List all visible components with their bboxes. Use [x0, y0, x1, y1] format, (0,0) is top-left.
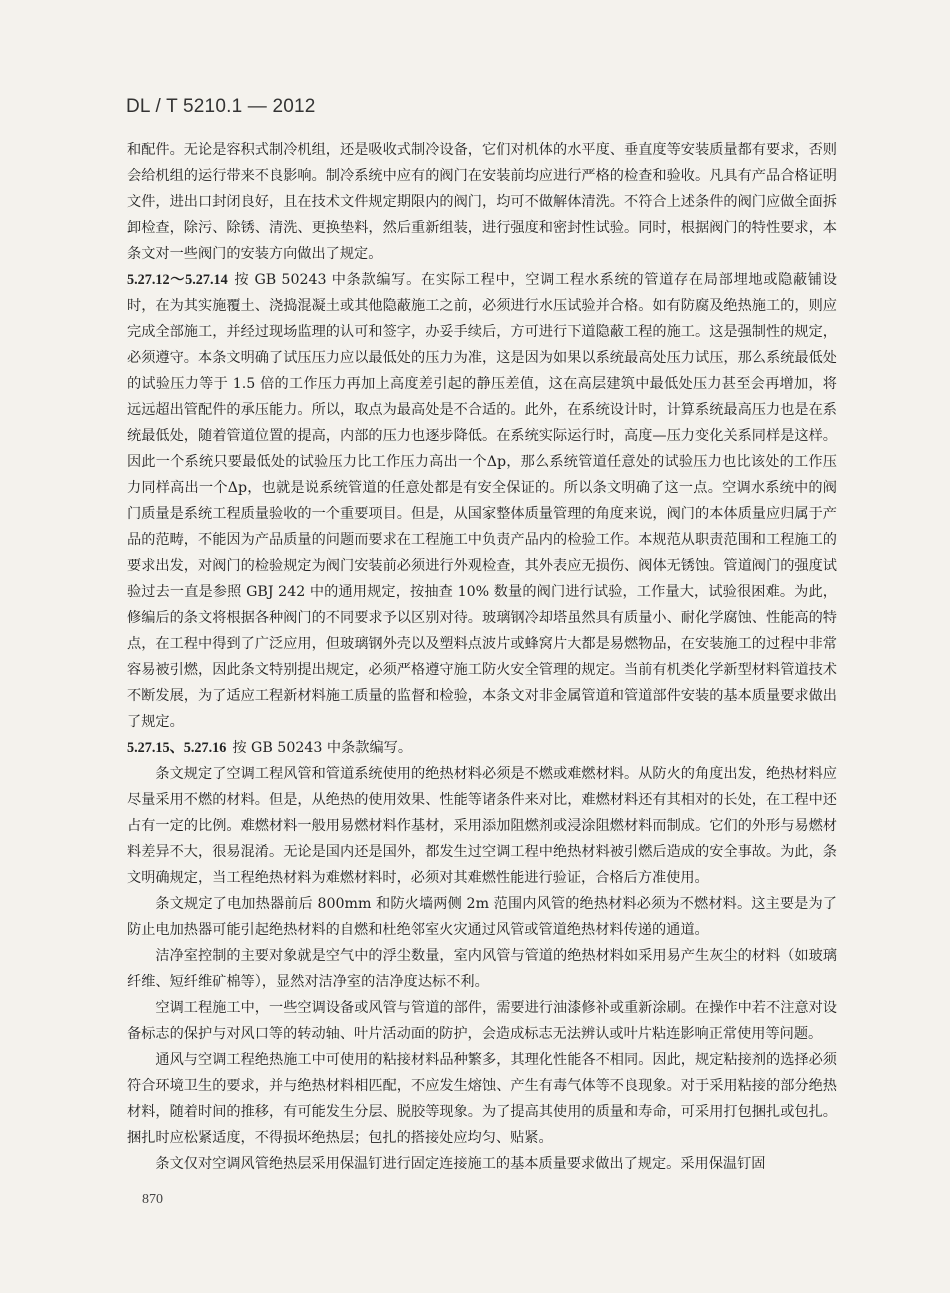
clause-number: 5.27.12～5.27.14 [127, 272, 228, 288]
page-number: 870 [142, 1192, 163, 1207]
clause-paragraph [127, 735, 837, 761]
clause-paragraph [127, 267, 837, 735]
clause-number: 5.27.15、5.27.16 [127, 740, 227, 756]
paragraph: 条文规定了空调工程风管和管道系统使用的绝热材料必须是不燃或难燃材料。从防火的角度出发，绝热材料应尽量采用不燃的材料。但是，从绝热的使用效果、性能等诸条件来对比，难燃材料还有其相对的长处，在工程中还占有一定的比例。难燃材料一般用易燃材料作基材，采用添加阻燃剂或浸涂阻燃材料而制成。它们的外形与易燃材料差异不大，很易混淆。无论是国内还是国外，都发生过空调工程中绝热材料被引燃后造成的安全事故。为此，条文明确规定，当工程绝热材料为难燃材料时，必须对其难燃性能进行验证，合格后方准使用。 [127, 766, 837, 886]
body-text [127, 137, 837, 1177]
clause-text: 按 GB 50243 中条款编写。 [232, 740, 413, 756]
standard-code-header: DL / T 5210.1 — 2012 [126, 96, 316, 117]
paragraph: 通风与空调工程绝热施工中可使用的粘接材料品种繁多，其理化性能各不相同。因此，规定粘接剂的选择必须符合环境卫生的要求，并与绝热材料相匹配，不应发生熔蚀、产生有毒气体等不良现象。对于采用粘接的部分绝热材料，随着时间的推移，有可能发生分层、脱胶等现象。为了提高其使用的质量和寿命，可采用打包捆扎或包扎。捆扎时应松紧适度，不得损坏绝热层；包扎的搭接处应均匀、贴紧。 [127, 1052, 837, 1146]
paragraph: 空调工程施工中，一些空调设备或风管与管道的部件，需要进行油漆修补或重新涂刷。在操作中若不注意对设备标志的保护与对风口等的转动轴、叶片活动面的防护，会造成标志无法辨认或叶片粘连影响正常使用等问题。 [127, 1000, 837, 1042]
paragraph-continuation: 和配件。无论是容积式制冷机组，还是吸收式制冷设备，它们对机体的水平度、垂直度等安装质量都有要求，否则会给机组的运行带来不良影响。制冷系统中应有的阀门在安装前均应进行严格的检查和验收。凡具有产品合格证明文件，进出口封闭良好，且在技术文件规定期限内的阀门，均可不做解体清洗。不符合上述条件的阀门应做全面拆卸检查，除污、除锈、清洗、更换垫料，然后重新组装，进行强度和密封性试验。同时，根据阀门的特性要求，本条文对一些阀门的安装方向做出了规定。 [127, 142, 837, 262]
clause-text: 按 GB 50243 中条款编写。在实际工程中，空调工程水系统的管道存在局部埋地或隐蔽铺设时，在为其实施覆土、浇捣混凝土或其他隐蔽施工之前，必须进行水压试验并合格。如有防腐及绝热施工的，则应完成全部施工，并经过现场监理的认可和签字，办妥手续后，方可进行下道隐蔽工程的施工。这是强制性的规定，必须遵守。本条文明确了试压压力应以最低处的压力为准，这是因为如果以系统最高处压力试压，那么系统最低处的试验压力等于 1.5 倍的工作压力再加上高度差引起的静压差值，这在高层建筑中最低处压力甚至会再增加，将远远超出管配件的承压能力。所以，取点为最高处是不合适的。此外，在系统设计时，计算系统最高压力也是在系统最低处，随着管道位置的提高，内部的压力也逐步降低。在系统实际运行时，高度—压力变化关系同样是这样。因此一个系统只要最低处的试验压力比工作压力高出一个Δp，那么系统管道任意处的试验压力也比该处的工作压力同样高出一个Δp，也就是说系统管道的任意处都是有安全保证的。所以条文明确了这一点。空调水系统中的阀门质量是系统工程质量验收的一个重要项目。但是，从国家整体质量管理的角度来说，阀门的本体质量应归属于产品的范畴，不能因为产品质量的问题而要求在工程施工中负责产品内的检验工作。本规范从职责范围和工程施工的要求出发，对阀门的检验规定为阀门安装前必须进行外观检查，其外表应无损伤、阀体无锈蚀。管道阀门的强度试验过去一直是参照 GBJ 242 中的通用规定，按抽查 10% 数量的阀门进行试验，工作量大，试验很困难。为此，修编后的条文将根据各种阀门的不同要求予以区别对待。玻璃钢冷却塔虽然具有质量小、耐化学腐蚀、性能高的特点，在工程中得到了广泛应用，但玻璃钢外壳以及塑料点波片或蜂窝片大都是易燃物品，在安装施工的过程中非常容易被引燃，因此条文特别提出规定，必须严格遵守施工防火安全管理的规定。当前有机类化学新型材料管道技术不断发展，为了适应工程新材料施工质量的监督和检验，本条文对非金属管道和管道部件安装的基本质量要求做出了规定。 [127, 272, 837, 730]
paragraph: 条文规定了电加热器前后 800mm 和防火墙两侧 2m 范围内风管的绝热材料必须为不燃材料。这主要是为了防止电加热器可能引起绝热材料的自燃和杜绝邻室火灾通过风管或管道绝热材料传递的通道。 [127, 896, 837, 938]
paragraph: 条文仅对空调风管绝热层采用保温钉进行固定连接施工的基本质量要求做出了规定。采用保温钉固 [155, 1156, 766, 1172]
paragraph: 洁净室控制的主要对象就是空气中的浮尘数量，室内风管与管道的绝热材料如采用易产生灰尘的材料（如玻璃纤维、短纤维矿棉等），显然对洁净室的洁净度达标不利。 [127, 948, 837, 990]
